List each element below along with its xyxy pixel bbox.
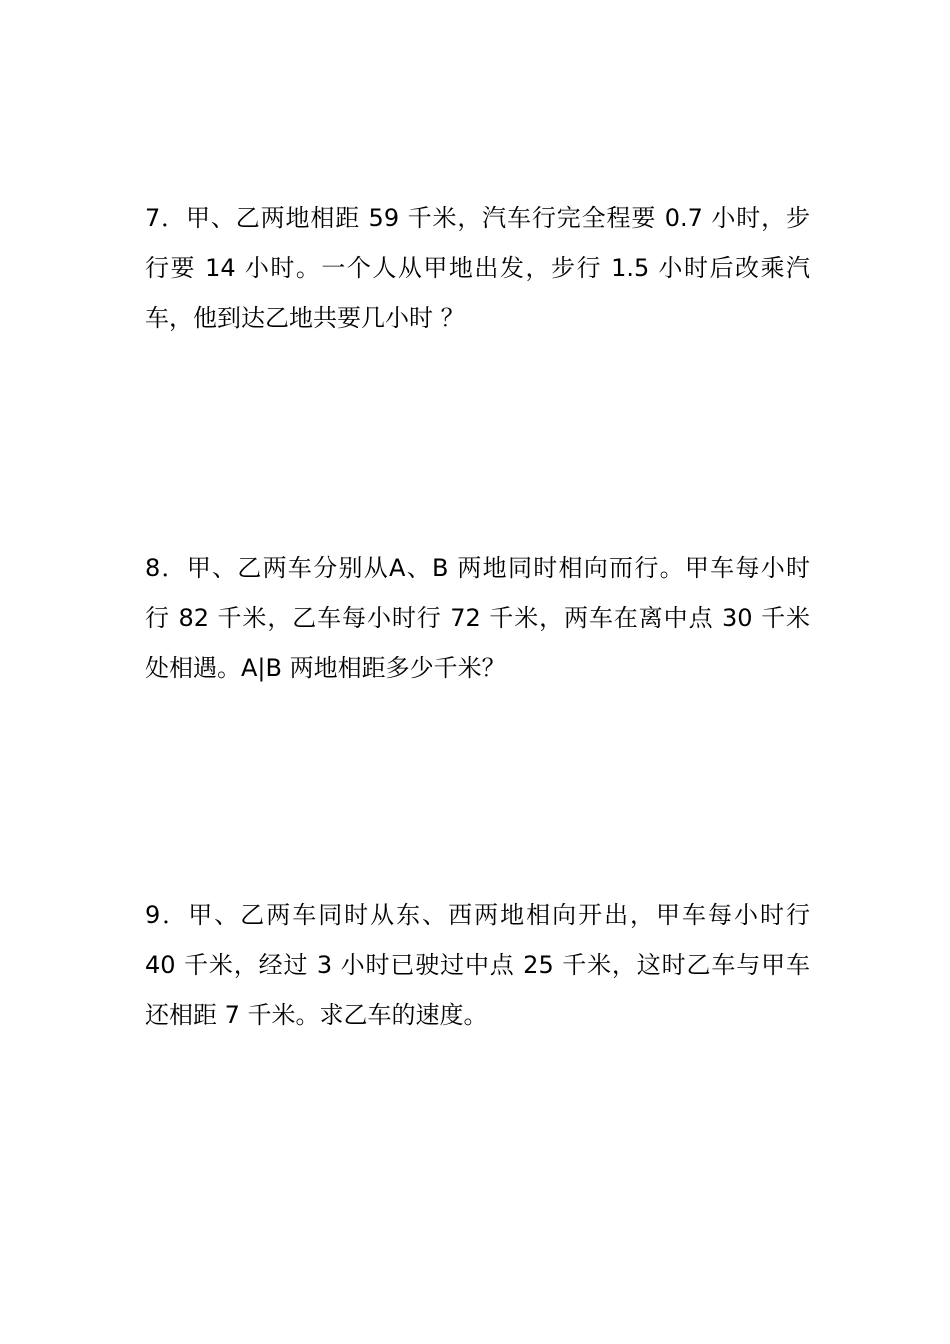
problem-7-line-3: 车，他到达乙地共要几小时 ？ [145, 304, 465, 332]
problem-8 [145, 543, 810, 693]
problem-8-line-2: 行 82 千米，乙车每小时行 72 千米，两车在离中点 30 千米 [145, 604, 810, 632]
problem-9-line-1: 9．甲、乙两车同时从东、西两地相向开出，甲车每小时行 [145, 901, 810, 929]
problem-7-line-2: 行要 14 小时。一个人从甲地出发，步行 1.5 小时后改乘汽 [145, 254, 810, 282]
problem-7-line-1: 7．甲、乙两地相距 59 千米，汽车行完全程要 0.7 小时，步 [145, 204, 810, 232]
problem-9-line-3: 还相距 7 千米。求乙车的速度。 [145, 1001, 488, 1029]
problem-7 [145, 193, 810, 343]
problem-9-line-2: 40 千米，经过 3 小时已驶过中点 25 千米，这时乙车与甲车 [145, 951, 810, 979]
problem-8-line-3: 处相遇。A|B 两地相距多少千米？ [145, 654, 506, 682]
problem-9 [145, 890, 810, 1040]
problem-8-line-1: 8．甲、乙两车分别从A、B 两地同时相向而行。甲车每小时 [145, 554, 810, 582]
